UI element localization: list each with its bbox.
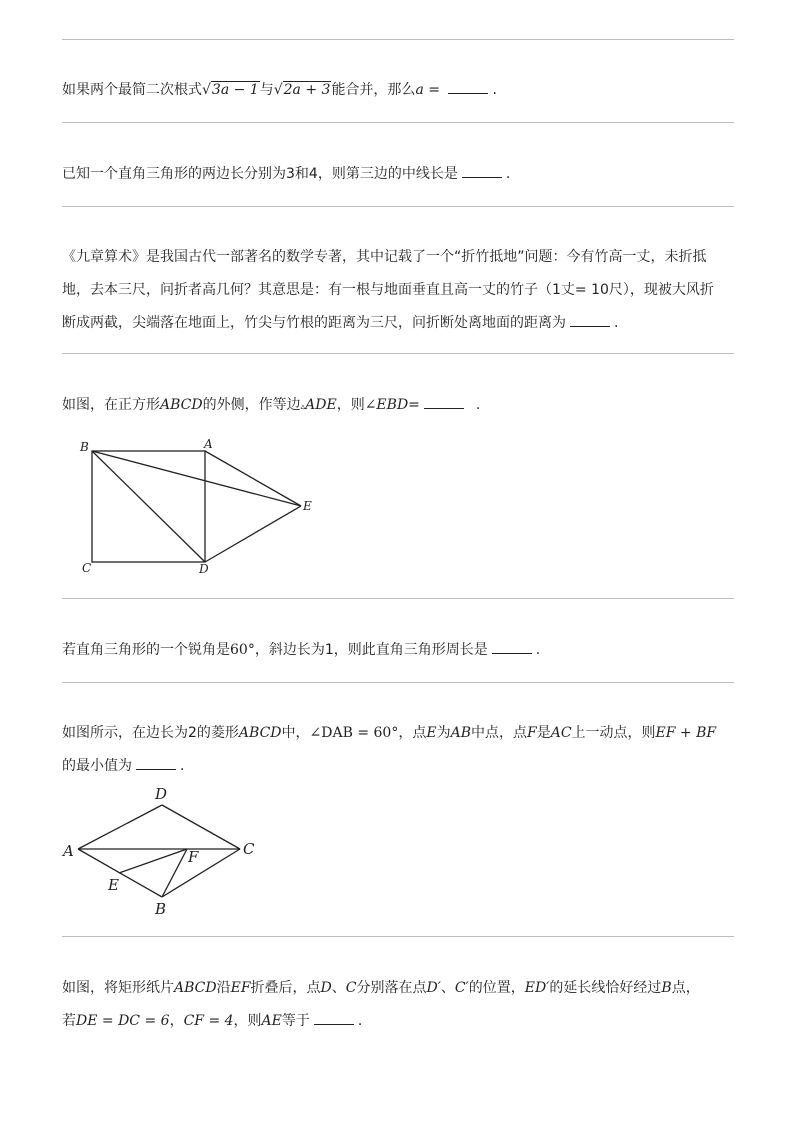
question-4: 如图，在正方形ABCD的外侧，作等边▵ADE，则∠EBD= .	[62, 397, 481, 413]
sqrt-expression: √2a + 3	[273, 82, 331, 98]
label-b: B	[155, 900, 167, 918]
question-6: 如图所示，在边长为2的菱形ABCD中，∠DAB = 60°，点E为AB中点，点F是AC上一动点，则EF + BF 的最小值为 .	[62, 725, 717, 774]
label-e: E	[108, 876, 119, 894]
question-1: 如果两个最简二次根式√3a − 1与√2a + 3能合并，那么a = .	[62, 82, 497, 98]
label-b: B	[80, 440, 89, 454]
segment-dc	[162, 805, 240, 849]
label-d: D	[155, 785, 168, 803]
label-f: F	[188, 848, 199, 866]
label-a: A	[204, 437, 213, 451]
question-2: 已知一个直角三角形的两边长分别为3和4，则第三边的中线长是 .	[62, 166, 511, 182]
label-c: C	[243, 840, 255, 858]
question-7: 如图，将矩形纸片ABCD沿EF折叠后，点D、C分别落在点D′、C′的位置，ED′的延长线恰好经过B点， 若DE = DC = 6，CF = 4，则AE等于 .	[62, 980, 700, 1029]
question-3: 《九章算术》是我国古代一部著名的数学专著，其中记载了一个“折竹抵地”问题：今有竹高一丈，未折抵 地，去本三尺，问折者高几何？其意思是：有一根与地面垂直且高一丈的竹子（1丈= 10尺），现被大风折 断成两截，尖端落在地面上，竹尖与竹根的距离为三尺，问折断处离地面的距离为 .	[62, 249, 714, 331]
segment-ad	[78, 805, 162, 849]
answer-blank[interactable]	[314, 1012, 354, 1025]
segment-cb	[162, 849, 240, 897]
label-d: D	[199, 562, 209, 576]
label-e: E	[303, 499, 312, 513]
label-a: A	[63, 842, 74, 860]
question-5: 若直角三角形的一个锐角是60°，斜边长为1，则此直角三角形周长是 .	[62, 642, 541, 658]
sqrt-expression: √3a − 1	[202, 82, 259, 98]
label-c: C	[82, 561, 92, 575]
